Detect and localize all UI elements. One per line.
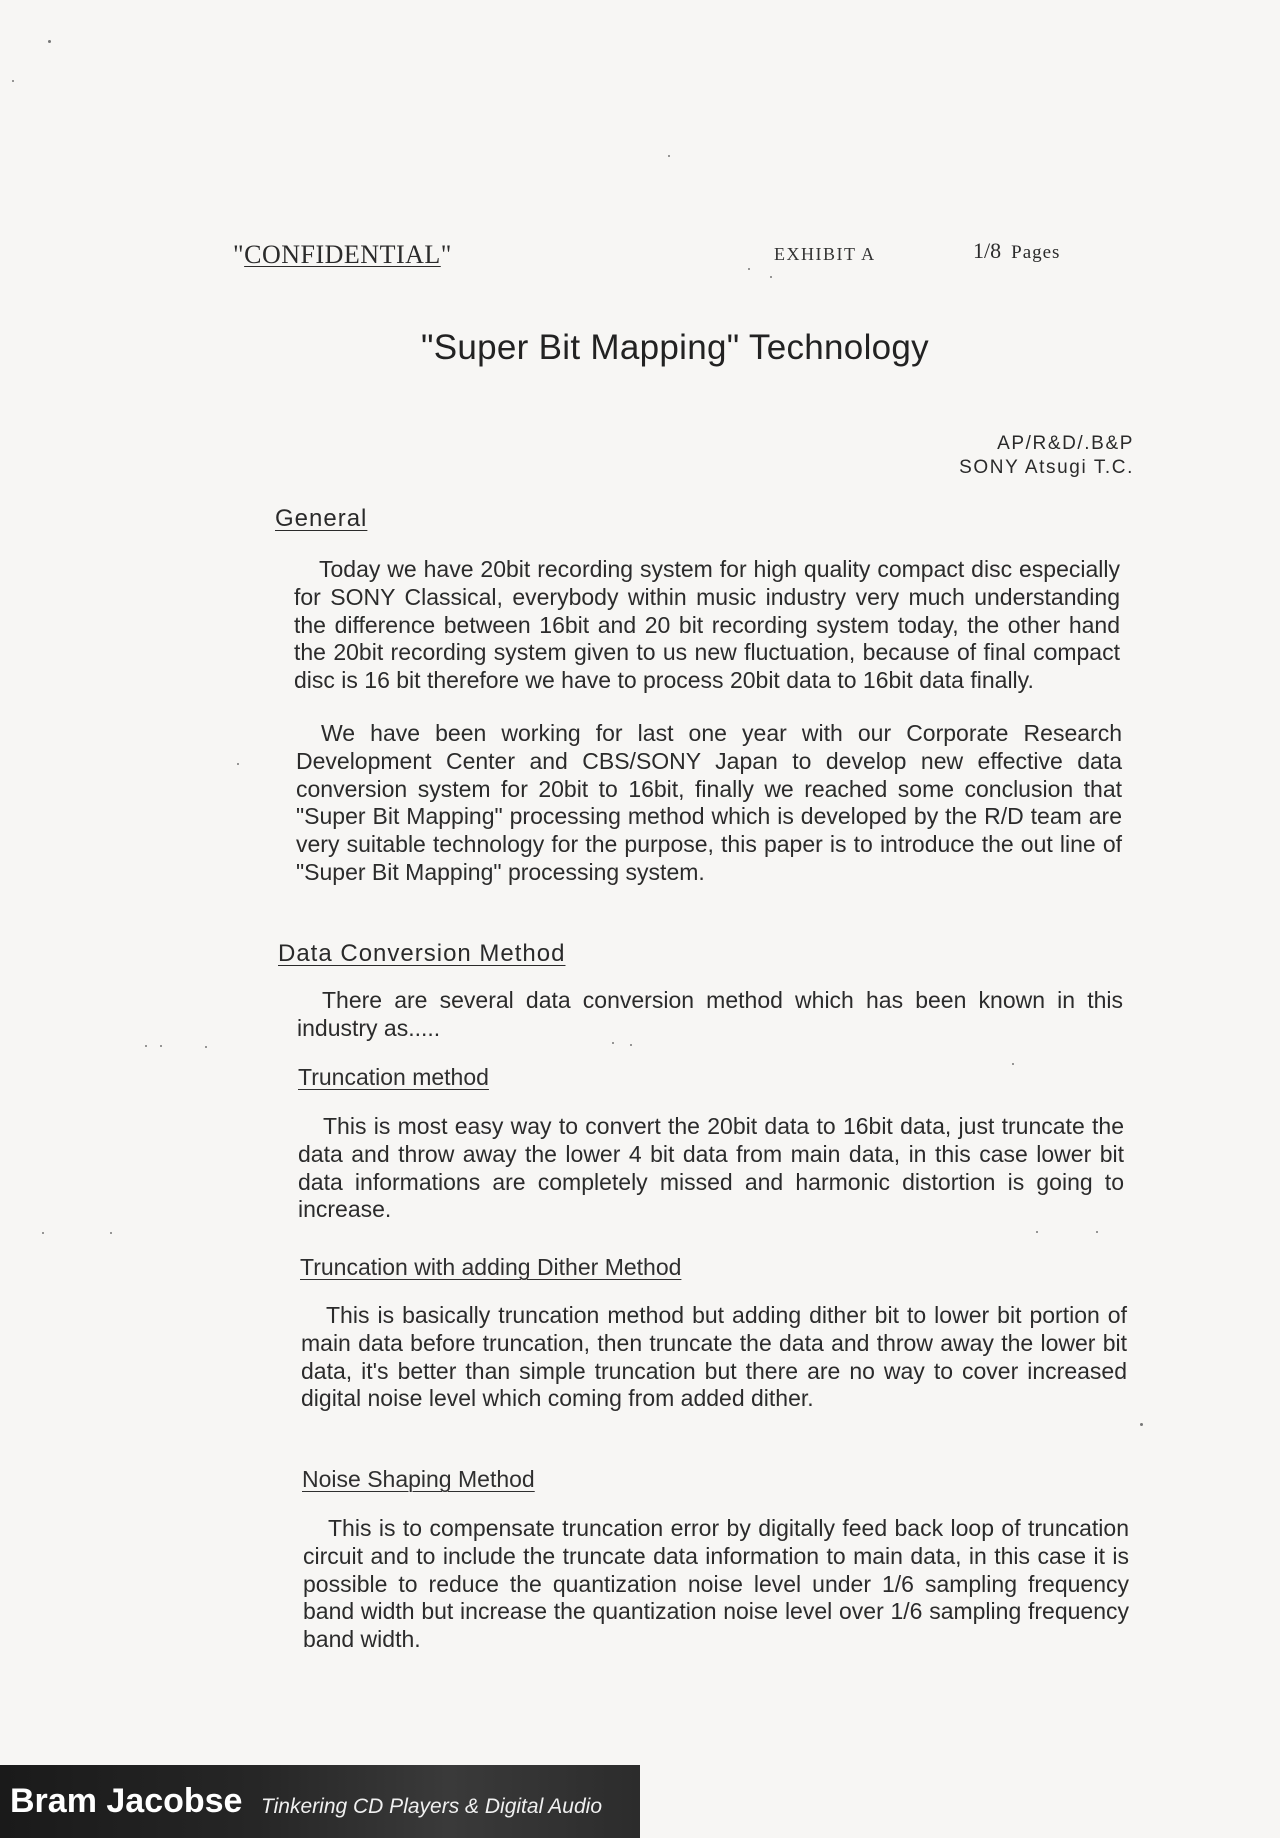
department-line-2: SONY Atsugi T.C. — [959, 457, 1134, 478]
confidential-label: "CONFIDENTIAL" — [233, 240, 452, 269]
general-heading: General — [275, 505, 368, 532]
watermark-name: Bram Jacobse — [10, 1782, 243, 1820]
scan-speck — [1036, 1231, 1038, 1233]
general-paragraph-1: Today we have 20bit recording system for high quality compact disc especially for SONY Classical, everybody within music industry very much understanding the difference between 16bit and 20 bit recording system today, the other hand the 20bit recording system given to us new fluctuation, because of final compact disc is 16 bit therefore we have to process 20bit data to 16bit data finally. — [294, 556, 1120, 694]
exhibit-label: EXHIBIT A — [774, 244, 876, 264]
noise-shaping-paragraph: This is to compensate truncation error by digitally feed back loop of truncation circuit and to include the truncate data information to main data, in this case it is possible to reduce the quantization noise level under 1/6 sampling frequency band width but increase the quantization noise level over 1/6 sampling frequency band width. — [303, 1515, 1129, 1653]
scan-speck — [110, 1232, 112, 1234]
scan-speck — [42, 1232, 44, 1234]
document-title: "Super Bit Mapping" Technology — [421, 328, 929, 367]
department-block — [959, 432, 1134, 480]
general-paragraph-2: We have been working for last one year with our Corporate Research Development Center and CBS/SONY Japan to develop new effective data conversion system for 20bit to 16bit, finally we reached some conclusion that "Super Bit Mapping" processing method which is developed by the R/D team are very suitable technology for the purpose, this paper is to introduce the out line of "Super Bit Mapping" processing system. — [296, 720, 1122, 885]
scan-speck — [668, 155, 670, 157]
department-line-1: AP/R&D/.B&P — [997, 433, 1134, 454]
scan-speck — [48, 40, 51, 43]
page-number: 1/8 — [973, 238, 1002, 263]
scan-speck — [237, 763, 239, 765]
truncation-paragraph: This is most easy way to convert the 20bit data to 16bit data, just truncate the data and throw away the lower 4 bit data from main data, in this case lower bit data informations are completely missed and harmonic distortion is going to increase. — [298, 1113, 1124, 1223]
scan-speck — [160, 1045, 162, 1047]
dither-heading: Truncation with adding Dither Method — [300, 1254, 682, 1280]
data-conversion-heading: Data Conversion Method — [278, 940, 566, 967]
scan-speck — [12, 80, 14, 82]
watermark-tagline: Tinkering CD Players & Digital Audio — [261, 1795, 603, 1818]
scan-speck — [205, 1046, 207, 1048]
truncation-heading: Truncation method — [298, 1064, 489, 1090]
header-row — [0, 238, 1280, 278]
scan-speck — [630, 1044, 632, 1046]
confidential-text: CONFIDENTIAL — [244, 240, 441, 269]
data-conversion-intro: There are several data conversion method which has been known in this industry as..... — [297, 987, 1123, 1041]
page-indicator — [973, 238, 1060, 264]
scan-speck — [1140, 1423, 1143, 1426]
dither-paragraph: This is basically truncation method but adding dither bit to lower bit portion of main data before truncation, then truncate the data and throw away the lower bit data, it's better than simple truncation but there are no way to cover increased digital noise level which coming from added dither. — [301, 1302, 1127, 1412]
pages-label: Pages — [1011, 242, 1061, 263]
scan-speck — [1012, 1063, 1014, 1065]
scan-speck — [1096, 1231, 1098, 1233]
scan-speck — [145, 1045, 147, 1047]
noise-shaping-heading: Noise Shaping Method — [302, 1466, 535, 1492]
watermark-bar — [0, 1765, 640, 1838]
